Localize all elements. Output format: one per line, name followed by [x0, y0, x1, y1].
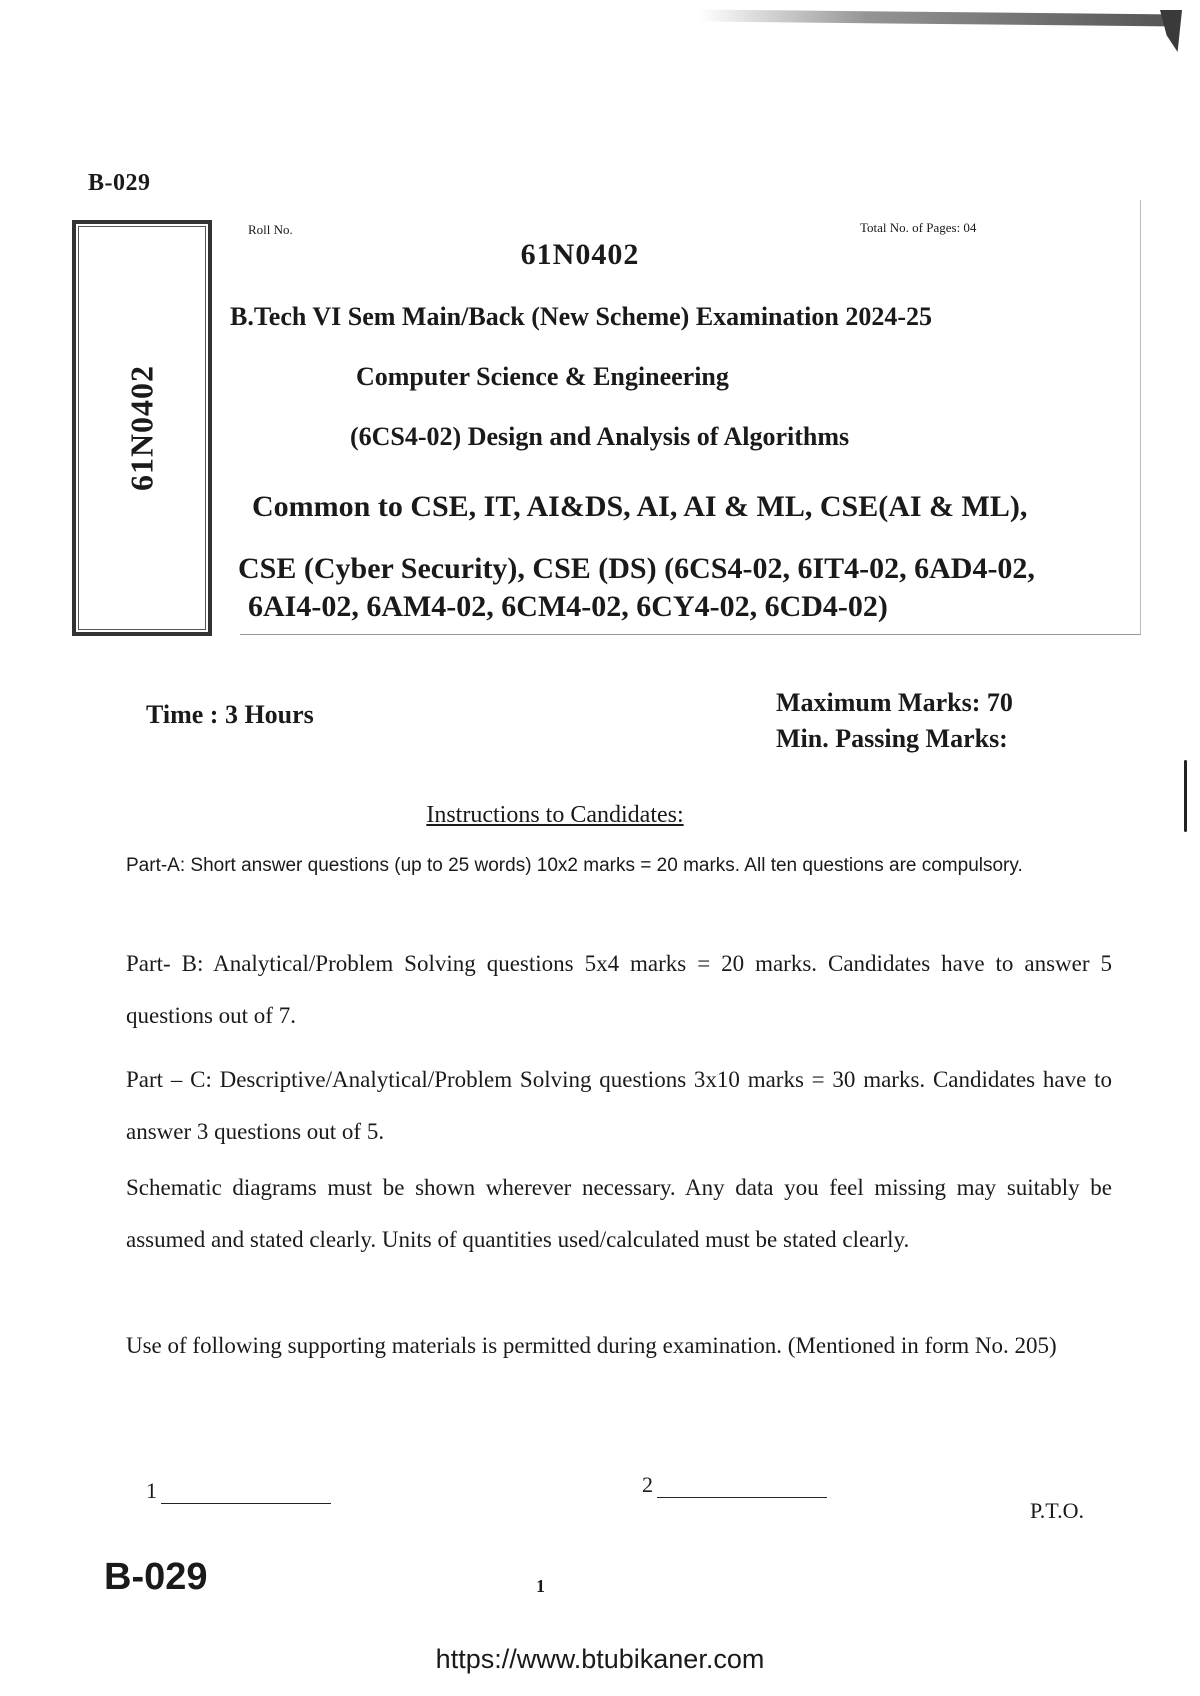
common-to-line: Common to CSE, IT, AI&DS, AI, AI & ML, CSE(AI & ML), [252, 490, 1028, 523]
instruction-part-c: Part – C: Descriptive/Analytical/Problem Solving questions 3x10 marks = 30 marks. Candidates have to answer 3 questions out of 5. [126, 1067, 1112, 1144]
branch-title: Computer Science & Engineering [356, 362, 729, 391]
common-to-line: CSE (Cyber Security), CSE (DS) (6CS4-02, 6IT4-02, 6AD4-02, [238, 552, 1035, 585]
exam-duration: Time : 3 Hours [146, 700, 314, 729]
instruction-diagrams: Schematic diagrams must be shown wherever necessary. Any data you feel missing may suitably be assumed and stated clearly. Units of quantities used/calculated must be stated clearly. [126, 1175, 1112, 1252]
maximum-marks: Maximum Marks: 70 [776, 688, 1013, 717]
instruction-materials: Use of following supporting materials is permitted during examination. (Mentioned in form No. 205) [126, 1333, 1057, 1358]
side-code-box [72, 220, 212, 636]
page-number: 1 [536, 1576, 545, 1596]
blank-line [161, 1483, 331, 1504]
material-number: 1 [146, 1478, 157, 1503]
scan-artifact [700, 9, 1180, 26]
min-passing-marks: Min. Passing Marks: [776, 724, 1008, 753]
scan-artifact [1184, 760, 1187, 832]
side-code: 61N0402 [123, 364, 160, 492]
material-number: 2 [642, 1472, 653, 1497]
footer-url: https://www.btubikaner.com [435, 1644, 765, 1674]
instructions-title: Instructions to Candidates: [426, 802, 684, 828]
paper-code: 61N0402 [520, 238, 640, 271]
instruction-part-b: Part- B: Analytical/Problem Solving questions 5x4 marks = 20 marks. Candidates have to answer 5 questions out of 7. [126, 951, 1112, 1028]
blank-line [657, 1477, 827, 1498]
paper-code-top: B-029 [88, 170, 151, 196]
roll-number-label: Roll No. [248, 222, 293, 237]
material-line-1 [146, 1478, 331, 1504]
total-pages-label: Total No. of Pages: 04 [860, 220, 977, 235]
exam-title: B.Tech VI Sem Main/Back (New Scheme) Examination 2024-25 [230, 302, 932, 331]
material-line-2 [642, 1472, 827, 1498]
common-to-line: 6AI4-02, 6AM4-02, 6CM4-02, 6CY4-02, 6CD4-02) [248, 590, 888, 623]
instruction-part-a: Part-A: Short answer questions (up to 25 words) 10x2 marks = 20 marks. All ten questions are compulsory. [126, 855, 1023, 876]
scan-artifact [1160, 10, 1182, 52]
pto-label: P.T.O. [1030, 1498, 1084, 1523]
subject-title: (6CS4-02) Design and Analysis of Algorithms [350, 422, 850, 451]
paper-code-bottom: B-029 [104, 1556, 208, 1598]
